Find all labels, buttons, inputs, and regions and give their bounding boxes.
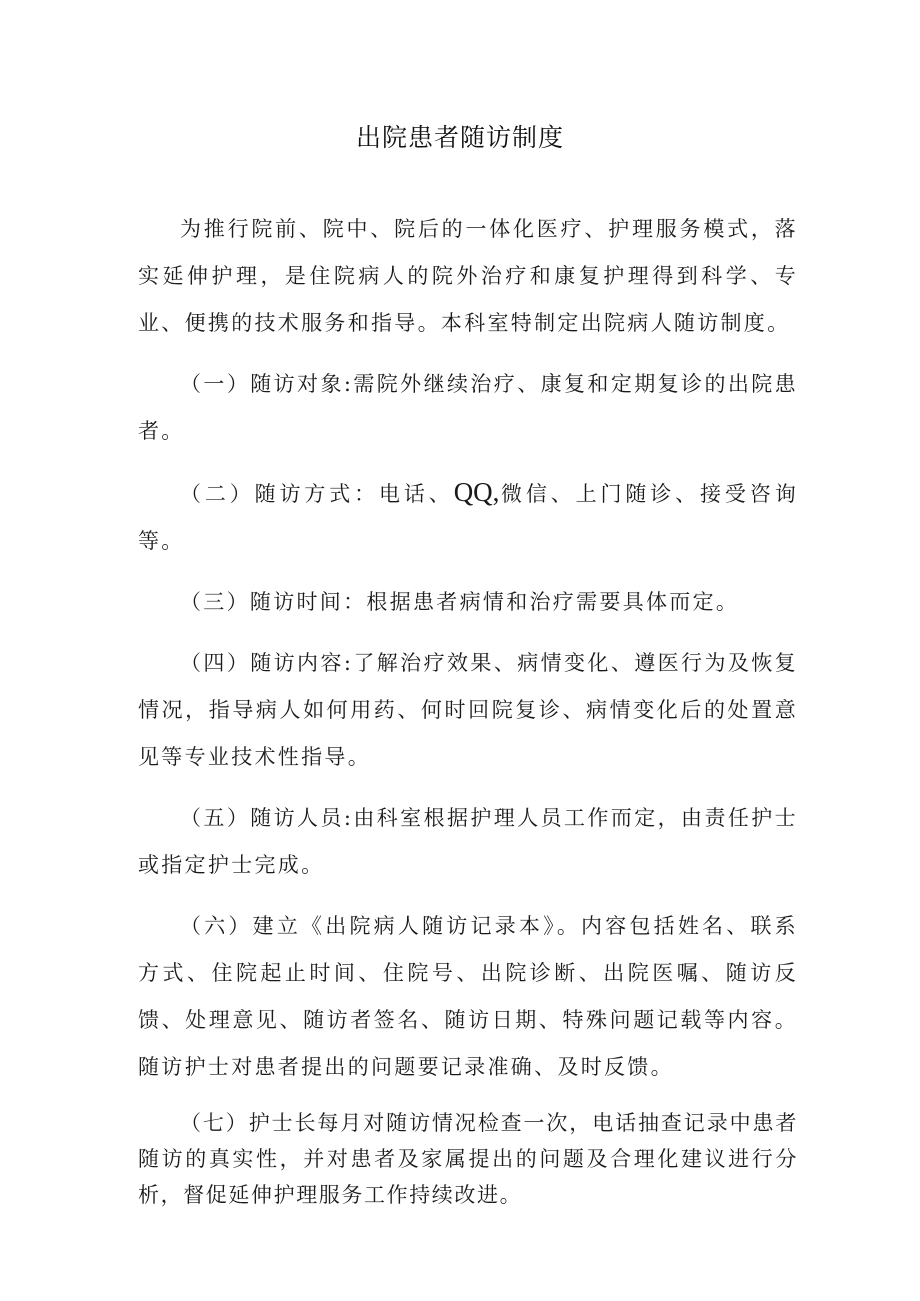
item-follow-up-method — [138, 469, 798, 565]
intro-paragraph: 为推行院前、院中、院后的一体化医疗、护理服务模式，落实延伸护理，是住院病人的院外治疗和康复护理得到科学、专业、便携的技术服务和指导。本科室特制定出院病人随访制度。 — [138, 217, 798, 335]
item-method-text-after: 微信、上门随诊、接受咨询等。 — [138, 482, 798, 553]
item-follow-up-target: （一）随访对象:需院外继续治疗、康复和定期复诊的出院患者。 — [138, 372, 798, 443]
item-follow-up-record-book: （六）建立《出院病人随访记录本》。内容包括姓名、联系方式、住院起止时间、住院号、出院诊断、出院医嘱、随访反馈、处理意见、随访者签名、随访日期、特殊问题记载等内容。随访护士对患者提出的问题要记录准确、及时反馈。 — [138, 914, 798, 1079]
item-method-text-before: （二）随访方式：电话、 — [180, 482, 454, 506]
item-head-nurse-check: （七）护士长每月对随访情况检查一次，电话抽查记录中患者随访的真实性，并对患者及家属提出的问题及合理化建议进行分析，督促延伸护理服务工作持续改进。 — [138, 1111, 798, 1207]
document-body — [138, 206, 798, 1227]
document-title: 出院患者随访制度 — [355, 123, 564, 152]
item-follow-up-content: （四）随访内容:了解治疗效果、病情变化、遵医行为及恢复情况，指导病人如何用药、何时回院复诊、病情变化后的处置意见等专业技术性指导。 — [138, 651, 798, 769]
item-method-qq: QQ, — [453, 477, 500, 507]
item-follow-up-staff: （五）随访人员:由科室根据护理人员工作而定，由责任护士或指定护士完成。 — [138, 806, 798, 877]
item-follow-up-time: （三）随访时间：根据患者病情和治疗需要具体而定。 — [180, 590, 740, 614]
